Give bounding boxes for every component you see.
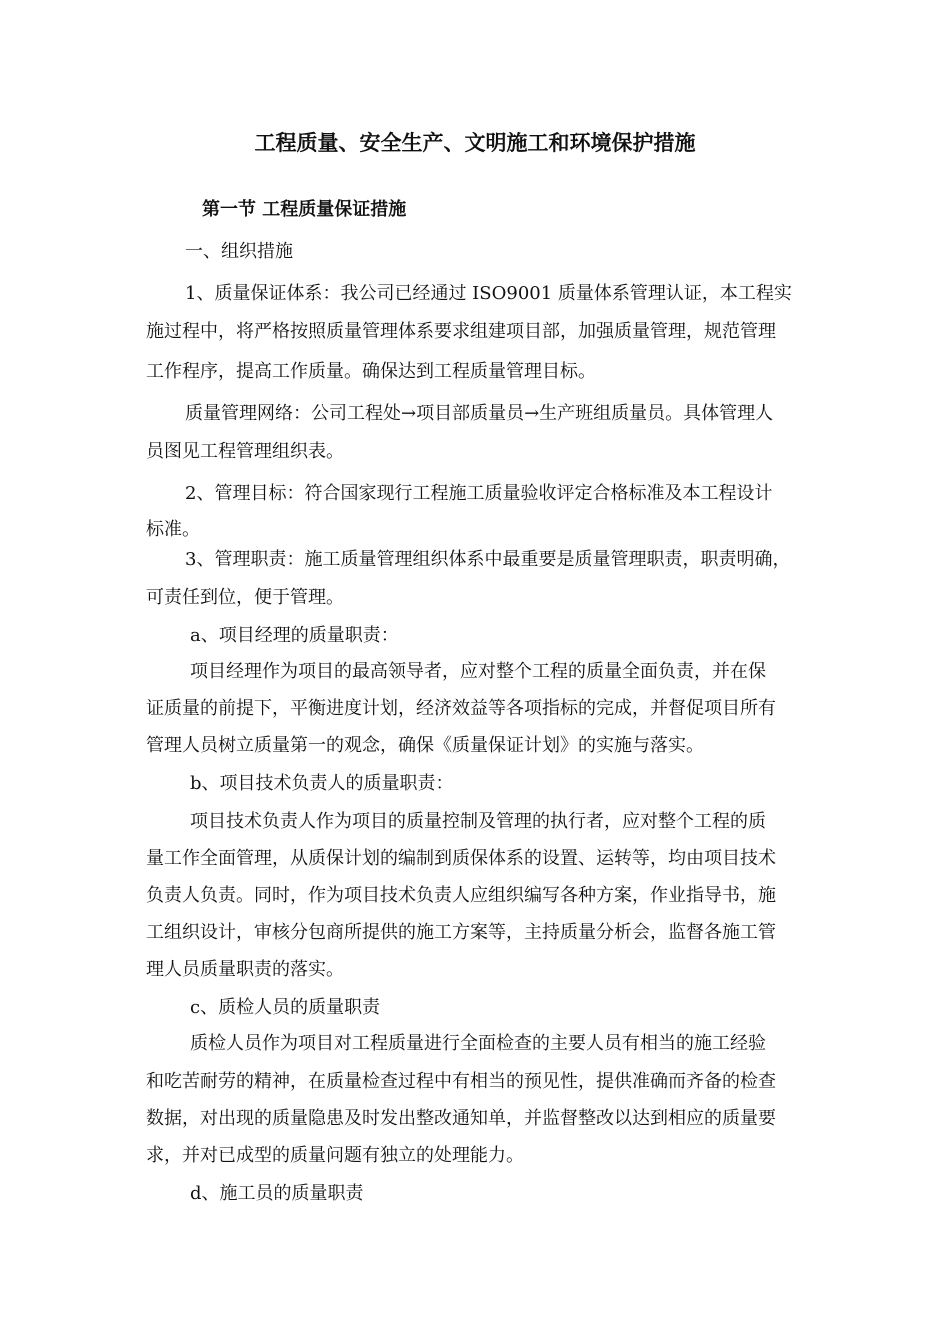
subheading-a: a、项目经理的质量职责： [190, 625, 399, 646]
paragraph-line: 可责任到位，便于管理。 [146, 587, 344, 608]
paragraph-line: 工组织设计，审核分包商所提供的施工方案等，主持质量分析会，监督各施工管 [146, 922, 776, 943]
document-title: 工程质量、安全生产、文明施工和环境保护措施 [254, 131, 696, 155]
paragraph-line: 数据，对出现的质量隐患及时发出整改通知单，并监督整改以达到相应的质量要 [146, 1108, 776, 1129]
paragraph-line: 质量管理网络：公司工程处→项目部质量员→生产班组质量员。具体管理人 [185, 403, 774, 424]
paragraph-line: 2、管理目标：符合国家现行工程施工质量验收评定合格标准及本工程设计 [185, 483, 773, 504]
paragraph-line: 工作程序，提高工作质量。确保达到工程质量管理目标。 [146, 361, 596, 382]
paragraph-line: 质检人员作为项目对工程质量进行全面检查的主要人员有相当的施工经验 [190, 1033, 766, 1054]
subheading-d: d、施工员的质量职责 [190, 1183, 364, 1204]
paragraph-line: 求，并对已成型的质量问题有独立的处理能力。 [146, 1145, 524, 1166]
paragraph-line: 和吃苦耐劳的精神，在质量检查过程中有相当的预见性，提供准确而齐备的检查 [146, 1071, 776, 1092]
paragraph-line: 标准。 [146, 519, 200, 540]
paragraph-line: 量工作全面管理，从质保计划的编制到质保体系的设置、运转等，均由项目技术 [146, 848, 776, 869]
subheading-b: b、项目技术负责人的质量职责： [190, 773, 454, 794]
paragraph-line: 负责人负责。同时，作为项目技术负责人应组织编写各种方案，作业指导书，施 [146, 885, 776, 906]
paragraph-line: 1、质量保证体系：我公司已经通过 ISO9001 质量体系管理认证，本工程实 [185, 283, 792, 304]
paragraph-line: 证质量的前提下，平衡进度计划，经济效益等各项指标的完成，并督促项目所有 [146, 698, 776, 719]
paragraph-line: 项目经理作为项目的最高领导者，应对整个工程的质量全面负责，并在保 [190, 661, 766, 682]
paragraph-line: 3、管理职责：施工质量管理组织体系中最重要是质量管理职责，职责明确， [185, 549, 791, 570]
section-heading: 第一节 工程质量保证措施 [202, 199, 407, 220]
paragraph-line: 员图见工程管理组织表。 [146, 441, 344, 462]
heading-organization-measures: 一、组织措施 [185, 241, 293, 262]
paragraph-line: 项目技术负责人作为项目的质量控制及管理的执行者，应对整个工程的质 [190, 811, 766, 832]
subheading-c: c、质检人员的质量职责 [190, 997, 381, 1018]
paragraph-line: 理人员质量职责的落实。 [146, 959, 344, 980]
paragraph-line: 管理人员树立质量第一的观念，确保《质量保证计划》的实施与落实。 [146, 735, 704, 756]
paragraph-line: 施过程中，将严格按照质量管理体系要求组建项目部，加强质量管理，规范管理 [146, 321, 776, 342]
